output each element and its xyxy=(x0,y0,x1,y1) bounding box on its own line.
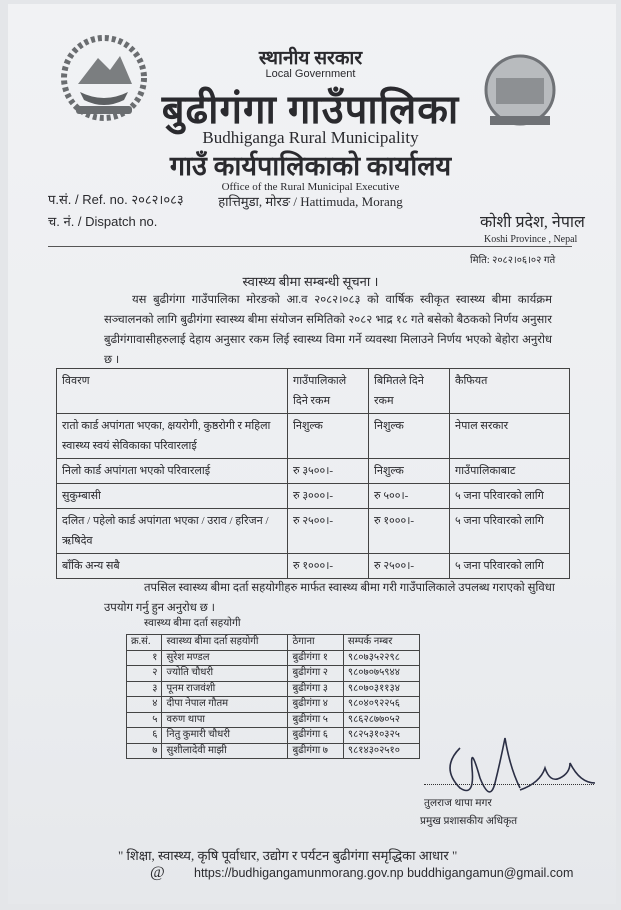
cell: नेपाल सरकार xyxy=(450,414,570,459)
cell: रु ३५००।- xyxy=(288,459,369,484)
office-address: हात्तिमुडा, मोरङ / Hattimuda, Morang xyxy=(218,194,403,209)
cell: ५ जना परिवारको लागि xyxy=(450,554,570,579)
cell: ९८१४३०२५१० xyxy=(343,743,419,759)
cell: ५ xyxy=(127,712,162,728)
cell: रु १०००।- xyxy=(288,554,369,579)
cell: सुशीलादेवी माझी xyxy=(162,743,288,759)
cell: २ xyxy=(127,666,162,682)
cell: रु २५००।- xyxy=(369,554,450,579)
cell: ९८०४०९२२५६ xyxy=(343,697,419,713)
cell: रातो कार्ड अपांगता भएका, क्षयरोगी, कुष्ठरोगी र महिला स्वास्थ्य स्वयं सेविकाका परिवारलाई xyxy=(57,414,288,459)
header-cell: ठेगाना xyxy=(288,635,343,651)
table-row xyxy=(57,554,570,579)
header-divider xyxy=(48,246,572,247)
cell: ज्योति चौधरी xyxy=(162,666,288,682)
municipality-name-np: बुढीगंगा गाउँपालिका xyxy=(161,87,460,132)
local-government-np: स्थानीय सरकार xyxy=(258,48,363,69)
cell: ७ xyxy=(127,743,162,759)
cell: बुढीगंगा ३ xyxy=(288,681,343,697)
cell: नितु कुमारी चौधरी xyxy=(162,728,288,744)
header-cell: विवरण xyxy=(57,369,288,414)
table-row xyxy=(127,697,420,713)
cell: बुढीगंगा २ xyxy=(288,666,343,682)
table-row xyxy=(127,666,420,682)
local-government-en: Local Government xyxy=(265,68,356,80)
cell: दीपा नेपाल गौतम xyxy=(162,697,288,713)
cell: १ xyxy=(127,650,162,666)
header-cell: स्वास्थ्य बीमा दर्ता सहयोगी xyxy=(162,635,288,651)
cell: रु ५००।- xyxy=(369,484,450,509)
cell: सुकुम्बासी xyxy=(57,484,288,509)
footer-motto: " शिक्षा, स्वास्थ्य, कृषि पूर्वाधार, उद्योग र पर्यटन बुढीगंगा समृद्धिका आधार " xyxy=(118,848,458,863)
cell: निशुल्क xyxy=(288,414,369,459)
cell: दलित / पहेलो कार्ड अपांगता भएका / उराव / हरिजन / ऋषिदेव xyxy=(57,509,288,554)
helpers-title: स्वास्थ्य बीमा दर्ता सहयोगी xyxy=(144,618,241,629)
municipality-name-en: Budhiganga Rural Municipality xyxy=(202,128,419,147)
notice-title: स्वास्थ्य बीमा सम्बन्धी सूचना । xyxy=(242,274,379,289)
cell: निलो कार्ड अपांगता भएको परिवारलाई xyxy=(57,459,288,484)
cell: रु १०००।- xyxy=(369,509,450,554)
table-row xyxy=(127,650,420,666)
table-row xyxy=(57,484,570,509)
rates-table xyxy=(56,368,570,579)
notice-body: यस बुढीगंगा गाउँपालिका मोरङको आ.व २०८२।०८३ को वार्षिक स्वीकृत स्वास्थ्य बीमा कार्यक्रम सञ्चालनको लागि बुढीगंगा स्वास्थ्य बीमा संयोजन समितिको २०८२ भाद्र १८ गते बसेको बैठकको निर्णय अनुसार बुढीगंगावासीहरुलाई देहाय अनुसार रकम लिई स्वास्थ्य विमा गर्ने व्यवस्था मिलाउने निर्णय भएको बेहोरा अनुरोध छ । xyxy=(104,294,552,366)
follow-text: तपसिल स्वास्थ्य बीमा दर्ता सहयोगीहरु मार्फत स्वास्थ्य बीमा गरी गाउँपालिकाले उपलब्ध गराएको सुविधा उपयोग गर्नु हुन अनुरोध छ । xyxy=(104,582,555,614)
cell: ९८६२८७७०५२ xyxy=(343,712,419,728)
cell: पूनम राजवंशी xyxy=(162,681,288,697)
ref-value: २०८२।०८३ xyxy=(131,192,184,207)
office-name-en: Office of the Rural Municipal Executive xyxy=(221,181,400,193)
header-cell: गाउँपालिकाले दिने रकम xyxy=(288,369,369,414)
signatory-designation: प्रमुख प्रशासकीय अधिकृत xyxy=(420,816,518,827)
province-np: कोशी प्रदेश, नेपाल xyxy=(480,214,585,231)
cell: बाँकि अन्य सबै xyxy=(57,554,288,579)
table-header-row xyxy=(57,369,570,414)
cell: वरुण थापा xyxy=(162,712,288,728)
table-row xyxy=(127,728,420,744)
notice-date: मिति: २०८२।०६।०२ गते xyxy=(470,255,556,266)
web-email-icon: @ xyxy=(150,864,165,881)
helpers-table xyxy=(126,634,420,759)
cell: सुरेश मण्डल xyxy=(162,650,288,666)
cell: ६ xyxy=(127,728,162,744)
cell: ९८२५३१०३२५ xyxy=(343,728,419,744)
province-en: Koshi Province , Nepal xyxy=(484,234,578,245)
cell: बुढीगंगा ४ xyxy=(288,697,343,713)
table-row xyxy=(127,681,420,697)
table-row xyxy=(127,712,420,728)
ref-label: प.सं. / Ref. no. xyxy=(48,192,128,207)
table-row xyxy=(57,509,570,554)
dispatch-label: च. नं. / Dispatch no. xyxy=(48,214,158,229)
cell: ९८०७३५२२९८ xyxy=(343,650,419,666)
signature-line xyxy=(424,784,594,785)
cell: ९८०७०३११३४ xyxy=(343,681,419,697)
cell: बुढीगंगा ६ xyxy=(288,728,343,744)
table-row xyxy=(57,459,570,484)
cell: बुढीगंगा ७ xyxy=(288,743,343,759)
cell: रु २५००।- xyxy=(288,509,369,554)
table-header-row xyxy=(127,635,420,651)
cell: रु ३०००।- xyxy=(288,484,369,509)
header-cell: कैफियत xyxy=(450,369,570,414)
cell: निशुल्क xyxy=(369,414,450,459)
header-cell: क्र.सं. xyxy=(127,635,162,651)
header-cell: बिमितले दिने रकम xyxy=(369,369,450,414)
footer-contact: https://budhigangamunmorang.gov.np buddhigangamun@gmail.com xyxy=(194,866,574,880)
cell: गाउँपालिकाबाट xyxy=(450,459,570,484)
cell: ४ xyxy=(127,697,162,713)
cell: निशुल्क xyxy=(369,459,450,484)
reference-number xyxy=(48,190,184,208)
office-name-np: गाउँ कार्यपालिकाको कार्यालय xyxy=(169,151,452,181)
cell: बुढीगंगा ५ xyxy=(288,712,343,728)
table-row xyxy=(127,743,420,759)
cell: ५ जना परिवारको लागि xyxy=(450,509,570,554)
cell: बुढीगंगा १ xyxy=(288,650,343,666)
signatory-name: तुलराज थापा मगर xyxy=(424,798,492,809)
cell: ३ xyxy=(127,681,162,697)
header-cell: सम्पर्क नम्बर xyxy=(343,635,419,651)
table-row xyxy=(57,414,570,459)
cell: ९८०७०७५९४४ xyxy=(343,666,419,682)
cell: ५ जना परिवारको लागि xyxy=(450,484,570,509)
